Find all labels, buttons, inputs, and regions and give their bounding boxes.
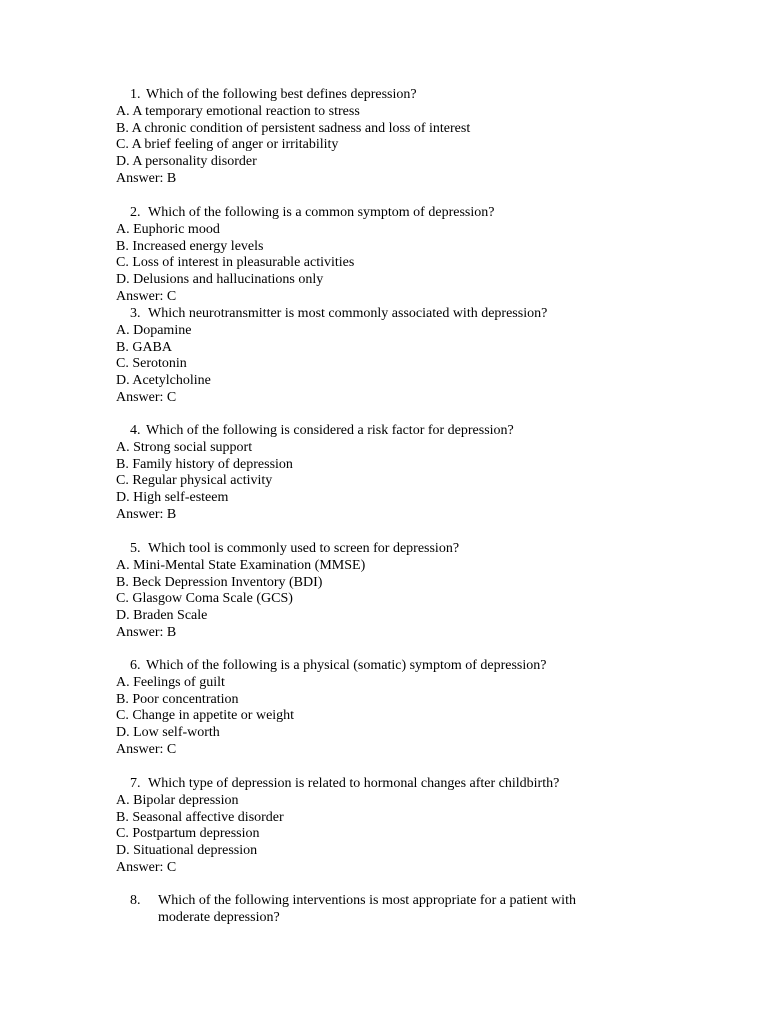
option-d: D. High self-esteem: [116, 490, 229, 506]
question-5: [116, 541, 636, 642]
option-c: C. Regular physical activity: [116, 473, 273, 489]
option-b: B. Poor concentration: [116, 691, 239, 707]
question-stem: [116, 658, 636, 675]
option-b: B. A chronic condition of persistent sadness and loss of interest: [116, 120, 471, 136]
option-c: C. Serotonin: [116, 356, 187, 372]
option-d: D. Situational depression: [116, 843, 258, 859]
question-text: Which of the following interventions is most appropriate for a patient with moderate depression?: [158, 893, 576, 925]
answer: Answer: C: [116, 389, 177, 405]
question-number: 5.: [130, 541, 141, 556]
option-b: B. GABA: [116, 339, 173, 355]
question-stem: [116, 87, 636, 104]
option-c: C. Glasgow Coma Scale (GCS): [116, 591, 293, 607]
answer: Answer: B: [116, 624, 177, 640]
question-number: 8.: [130, 893, 141, 908]
option-c: C. Loss of interest in pleasurable activities: [116, 255, 355, 271]
question-2: [116, 205, 636, 306]
answer: Answer: B: [116, 170, 177, 186]
option-d: D. Acetylcholine: [116, 373, 211, 389]
question-stem: [116, 893, 636, 927]
option-a: A. Strong social support: [116, 439, 253, 455]
question-text: Which of the following is a common symptom of depression?: [148, 205, 495, 220]
question-stem: [116, 541, 636, 558]
option-b: B. Beck Depression Inventory (BDI): [116, 574, 323, 590]
option-b: B. Seasonal affective disorder: [116, 809, 284, 825]
question-number: 3.: [130, 306, 141, 321]
question-text: Which of the following best defines depression?: [146, 87, 417, 102]
option-d: D. Delusions and hallucinations only: [116, 272, 324, 288]
question-text: Which of the following is a physical (somatic) symptom of depression?: [146, 658, 547, 673]
question-3: [116, 306, 636, 407]
question-6: [116, 658, 636, 759]
answer: Answer: C: [116, 859, 177, 875]
option-b: B. Family history of depression: [116, 456, 293, 472]
answer: Answer: B: [116, 506, 177, 522]
question-text: Which type of depression is related to hormonal changes after childbirth?: [148, 776, 560, 791]
question-number: 2.: [130, 205, 141, 220]
answer: Answer: C: [116, 741, 177, 757]
question-stem: [116, 423, 636, 440]
option-d: D. Low self-worth: [116, 725, 220, 741]
option-a: A. Bipolar depression: [116, 792, 239, 808]
question-4: [116, 423, 636, 524]
option-a: A. Euphoric mood: [116, 221, 220, 237]
option-d: D. A personality disorder: [116, 154, 257, 170]
option-d: D. Braden Scale: [116, 608, 208, 624]
question-stem: [116, 205, 636, 222]
question-8: [116, 893, 636, 927]
option-c: C. Change in appetite or weight: [116, 708, 295, 724]
option-a: A. Mini-Mental State Examination (MMSE): [116, 557, 366, 573]
question-number: 6.: [130, 658, 141, 673]
question-stem: [116, 776, 636, 793]
option-a: A. Feelings of guilt: [116, 674, 225, 690]
question-1: [116, 87, 636, 188]
question-stem: [116, 306, 636, 323]
option-a: A. Dopamine: [116, 322, 192, 338]
question-number: 4.: [130, 423, 141, 438]
option-c: C. Postpartum depression: [116, 826, 260, 842]
question-text: Which tool is commonly used to screen for depression?: [148, 541, 460, 556]
question-number: 7.: [130, 776, 141, 791]
option-b: B. Increased energy levels: [116, 238, 264, 254]
question-number: 1.: [130, 87, 141, 102]
question-7: [116, 776, 636, 877]
question-text: Which of the following is considered a risk factor for depression?: [146, 423, 514, 438]
answer: Answer: C: [116, 288, 177, 304]
option-c: C. A brief feeling of anger or irritability: [116, 137, 339, 153]
question-text: Which neurotransmitter is most commonly associated with depression?: [148, 306, 548, 321]
option-a: A. A temporary emotional reaction to stress: [116, 103, 360, 119]
